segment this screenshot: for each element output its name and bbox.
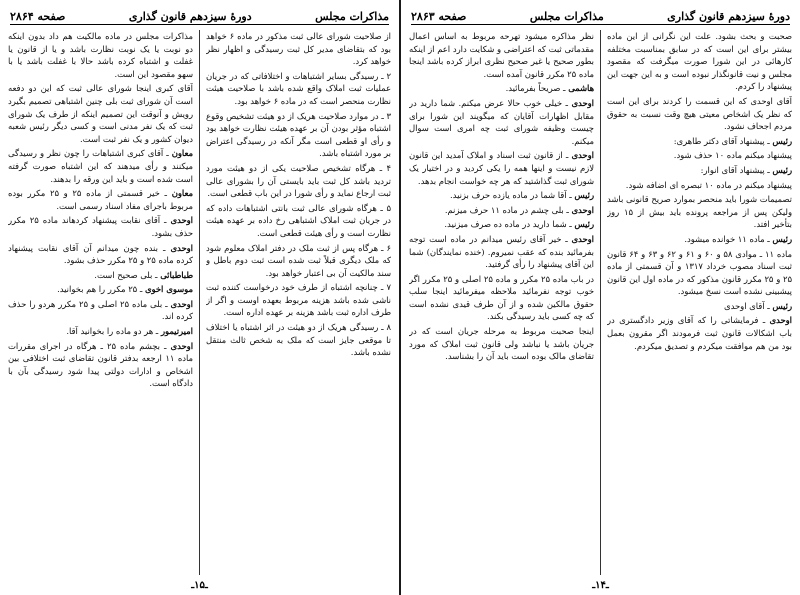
paragraph-text: ـ بلی چشم در ماده ۱۱ حرف میزنم. <box>444 204 569 215</box>
right-header-session: دورهٔ سیزدهم قانون گذاری <box>667 9 790 23</box>
paragraph <box>607 314 792 352</box>
paragraph-text: ـ صریحاً بفرمائید. <box>505 83 566 94</box>
paragraph <box>409 325 594 363</box>
left-header-session: دورهٔ سیزدهم قانون گذاری <box>128 9 252 23</box>
left-page-columns <box>8 30 391 575</box>
paragraph-text: ـ پیشنهاد آقای انوار: <box>700 164 770 175</box>
paragraph <box>409 273 594 323</box>
right-page-header <box>411 8 790 25</box>
paragraph-text: ـ خیر قسمتی از ماده ۲۵ و ۲۵ مکرر بوده مربوط باجرای مفاد اسناد رسمی است. <box>8 188 193 211</box>
speaker-name: معاون <box>171 148 193 159</box>
paragraph <box>409 30 594 80</box>
right-page <box>401 0 800 595</box>
speaker-name: رئیس <box>772 233 792 244</box>
left-page-number: ـ۱۵ـ <box>191 580 208 591</box>
speaker-name: رئیس <box>574 190 594 201</box>
paragraph-text: ـ بلی صحیح است. <box>94 269 158 280</box>
paragraph <box>206 202 391 240</box>
paragraph-text: آقای کبری اینجا شورای عالی ثبت که این دو دفعه است آن شورای ثبت بلی چنین اشتباهی تصمیم بگیرد رویش و آنوقت این تصمیم اینکه از طرف یک شورای ثبت که یک نفر مدنی است و کسی دیگر رئیس شعبه دیوان کشور و یک نفر ثبت است. <box>8 83 193 144</box>
speaker-name: اوحدی <box>571 233 594 244</box>
paragraph <box>206 110 391 160</box>
paragraph <box>409 189 594 202</box>
paragraph <box>8 269 193 282</box>
paragraph-text: ـ ۲۵ مکرر را هم بخوانید. <box>57 284 143 295</box>
paragraph <box>8 242 193 267</box>
paragraph-text: ـ آقای اوحدی <box>724 300 770 311</box>
right-page-columns <box>409 30 792 575</box>
paragraph-text: آقای اوحدی که این قسمت را کردند برای این است که نظر یک اشخاص معیتی هیچ وقت نسبت به حقوق مردم اجحاف نشود. <box>607 95 792 132</box>
paragraph-text: ـ بچشم ماده ۲۵ ـ هرگاه در اجرای مقررات ماده ۱۱ ارجعه بدفتر قانون تقاضای ثبت اختلافی بین اشخاص و ادارات دولتی پیدا شود رسیدگی بآن با دادگاه است. <box>8 340 193 389</box>
paragraph-text: ـ شما دارید در ماده ده صرف میزنید. <box>444 219 572 230</box>
right-header-page-label: صفحه ۲۸۶۳ <box>411 9 467 23</box>
speaker-name: طباطبائی <box>160 269 193 280</box>
left-page-column-right <box>206 30 391 575</box>
paragraph <box>8 82 193 145</box>
paragraph <box>607 193 792 231</box>
speaker-name: رئیس <box>772 164 792 175</box>
paragraph-text: ـ خیلی خوب حالا عرض میکنم. شما دارید در مقابل اظهارات آقایان که میگویند این شورا برای چیست وظیفه شورای ثبت چه امری است سوال میکنم. <box>409 97 594 146</box>
paragraph-text: مذاکرات مجلس در ماده مالکیت هم داد بدون اینکه دو نوبت یا یک نوبت نظارت باشد و یا از قانون یا غفلت و اشتباه کرده باشد حالا با غفلت باشد یا با سهو مقصود این است. <box>8 31 193 79</box>
left-page-header <box>10 8 389 25</box>
speaker-name: موسوی اخوی <box>144 284 193 295</box>
paragraph <box>607 149 792 162</box>
paragraph-text: ـ پیشنهاد آقای دکتر طاهری: <box>673 135 770 146</box>
paragraph-text: ۷ ـ چنانچه اشتباه از طرف خود درخواست کننده ثبت ناشی شده باشد هزینه مربوط بعهده اوست و اگر از طرف اداره ثبت باشد هزینه بر عهده اداره است. <box>206 282 391 318</box>
paragraph <box>607 179 792 192</box>
paragraph <box>8 325 193 338</box>
paragraph <box>8 30 193 80</box>
paragraph-text: نظر مذاکره میشود تهرحه مربوط به اساس اعمال مقدماتی ثبت که اعتراضی و شکایت دارد اعم از اینکه بطور صحیح یا غیر صحیح نظری ابراز کرده باشد اینجا ماده ۲۵ مکرر قانون آمده است. <box>409 31 594 79</box>
paragraph-text: اینجا صحبت مربوط به مرحله جریان است که در جریان باشد یا نباشد ولی قانون ثبت املاک که مورد تقاضای مالک بوده است باید آن را بشناسد. <box>409 326 594 362</box>
paragraph-text: ـ از قانون ثبت اسناد و املاک آمدید این قانون لازم نیست و اینها همه را یکی کردید و در اختیار یک شورای ثبت گذاشتید که هر چه خواست انجام بدهد. <box>409 150 594 186</box>
right-page-column-right <box>607 30 792 575</box>
paragraph-text: ماده ۱۱ ـ موادی ۵۸ و ۶۰ و ۶۱ و ۶۲ و ۶۳ و ۶۴ قانون ثبت اسناد مصوب خرداد ۱۳۱۷ و آن قسمتی از ماده ۲۵ و ۲۵ مکرر قانون مذکور که در ماده اول این قانون پیشبینی نشده است نسخ میشود. <box>607 248 792 297</box>
paragraph <box>409 82 594 95</box>
paragraph <box>607 135 792 148</box>
paragraph <box>409 97 594 147</box>
left-page-column-left <box>8 30 193 575</box>
paragraph-text: در باب ماده ۲۵ مکرر و ماده ۲۵ اصلی و ۲۵ مکرر اگر خوب توجه نفرمائید ملاحظه میفرمائید اینجا سلب حقوق مالکین شده و از آن طرف قیدی نشده است که چه کسی باید رسیدگی بکند. <box>409 273 594 322</box>
paragraph <box>206 70 391 108</box>
speaker-name: معاون <box>171 188 193 199</box>
speaker-name: اوحدی <box>571 204 594 215</box>
paragraph-text: ـ فرمایشاتی را که آقای وزیر دادگستری در باب اشکالات قانون ثبت فرمودند اگر مقرون بعمل بود من هم موافقت میکردم و تصدیق میکردم. <box>607 315 792 351</box>
paragraph-text: پیشنهاد میکنم ماده ۱۰ حذف شود. <box>673 150 792 161</box>
right-header-title: مذاکرات مجلس <box>529 9 604 23</box>
paragraph <box>8 283 193 296</box>
paragraph-text: ـ آقای نقابت پیشنهاد کردهاند ماده ۲۵ مکرر حذف بشود. <box>8 215 193 238</box>
paragraph <box>8 147 193 185</box>
paragraph-text: ـ ماده ۱۱ خوانده میشود. <box>684 233 770 244</box>
paragraph-text: ۸ ـ رسیدگی هریک از دو هیئت در اثر اشتباه یا اختلاف تا موقعی جایز است که ملک به شخص ثالث منتقل نشده باشد. <box>206 322 391 358</box>
paragraph <box>607 300 792 313</box>
speaker-name: هاشمی <box>568 83 594 94</box>
paragraph <box>607 95 792 133</box>
paragraph <box>607 233 792 246</box>
left-header-title: مذاکرات مجلس <box>315 9 389 23</box>
paragraph-text: تصمیمات شورا باید منحصر بموارد صریح قانونی باشد ولیکن پس از مراجعه پرونده باید بیش از ۱۵ روز بتأخیر افتد. <box>607 194 792 230</box>
paragraph-text: از صلاحیت شورای عالی ثبت مذکور در ماده ۶ خواهد بود که بتقاضای مدیر کل ثبت رسیدگی و اظهار نظر خواهد کرد. <box>206 31 391 67</box>
speaker-name: اوحدی <box>571 150 594 161</box>
paragraph-text: ۵ ـ هرگاه شورای عالی ثبت بانتی اشتباهات داده که در جریان ثبت املاک اشتباهی رخ داده بر عهده هیئت نظارت است و رأی هیئت قطعی است. <box>206 202 391 238</box>
paragraph-text: ـ بنده چون میدانم آن آقای نقابت پیشنهاد کرده ماده ۲۵ و ۲۵ مکرر حذف بشود. <box>8 242 193 266</box>
paragraph-text: ـ آقای کبری اشتباهات را چون نظر و رسیدگی میکنند و رأی میدهند که این اشتباه صورت گرفته است شده است و باید این ورقه را بدهند. <box>8 148 193 184</box>
paragraph <box>409 204 594 217</box>
speaker-name: اوحدی <box>571 97 594 108</box>
paragraph <box>409 218 594 231</box>
paragraph <box>206 321 391 359</box>
paragraph-text: ۲ ـ رسیدگی بسایر اشتباهات و اختلافاتی که در جریان عملیات ثبت املاک واقع شده باشد با صلاحیت هیئت نظارت منحصر است که در ماده ۶ خواهد بود. <box>206 70 391 106</box>
paragraph <box>8 340 193 390</box>
speaker-name: اوحدی <box>170 298 193 309</box>
paragraph-text: ـ بلی ماده ۲۵ اصلی و ۲۵ مکرر هردو را حذف کرده اند. <box>8 298 193 322</box>
speaker-name: رئیس <box>772 135 792 146</box>
column-divider <box>600 30 601 575</box>
paragraph-text: ـ هر دو ماده را بخوانید آقا. <box>66 326 159 337</box>
paragraph <box>206 30 391 68</box>
paragraph <box>206 281 391 319</box>
speaker-name: رئیس <box>574 219 594 230</box>
paragraph <box>607 248 792 298</box>
paragraph-text: پیشنهاد میکنم در ماده ۱۰ تبصره ای اضافه شود. <box>625 179 792 190</box>
paragraph-text: صحبت و بحث بشود. علت این نگرانی از این ماده بیشتر برای این است که در سابق بمناسبت مختلفه کارهائی در این شورا صورت میگرفت که مقصود مجلس و نیت قانونگذار نبوده است و به این جهت این پیشنهاد را کردم. <box>607 31 792 92</box>
paragraph <box>206 242 391 280</box>
speaker-name: اوحدی <box>769 315 792 326</box>
speaker-name: امیرتیمور <box>160 326 193 337</box>
paragraph-text: ۶ ـ هرگاه پس از ثبت ملک در دفتر املاک معلوم شود که ملک دیگری قبلاً ثبت شده است ثبت دوم باطل و سند مالکیت آن بی اعتبار خواهد بود. <box>206 242 391 278</box>
speaker-name: اوحدی <box>170 242 193 253</box>
paragraph <box>206 162 391 200</box>
speaker-name: رئیس <box>772 300 792 311</box>
paragraph <box>8 214 193 239</box>
right-page-number: ـ۱۴ـ <box>592 580 609 591</box>
paragraph <box>607 164 792 177</box>
left-header-page-label: صفحه ۲۸۶۴ <box>10 9 66 23</box>
paragraph-text: ـ خیر آقای رئیس میدانم در ماده است توجه بفرمائید بنده که عقب نمیروم. (خنده نمایندگان) شما این آقای پیشنهاد را رأی گرفتید. <box>409 233 594 270</box>
paragraph <box>409 149 594 187</box>
paragraph <box>8 298 193 323</box>
paragraph-text: ۴ ـ هرگاه تشخیص صلاحیت یکی از دو هیئت مورد تردید باشد کل ثبت باید بایستی آن را بشورای عالی ثبت ارجاع نماید و رأی شورا در این باب قطعی است. <box>206 162 391 199</box>
paragraph <box>8 187 193 212</box>
paragraph-text: ۳ ـ در موارد صلاحیت هریک از دو هیئت تشخیص وقوع اشتباه مؤثر بودن آن بر عهده هیئت نظارت خواهد بود و رأی او قطعی است مگر آنکه در رسیدگی اعتراض بر مورد اشتباه باشد. <box>206 110 391 159</box>
speaker-name: اوحدی <box>170 340 193 351</box>
paragraph <box>607 30 792 93</box>
speaker-name: اوحدی <box>170 215 193 226</box>
paragraph <box>409 233 594 271</box>
column-divider <box>199 30 200 575</box>
right-page-column-left <box>409 30 594 575</box>
paragraph-text: ـ آقا شما در ماده یازده حرف بزنید. <box>450 190 572 201</box>
